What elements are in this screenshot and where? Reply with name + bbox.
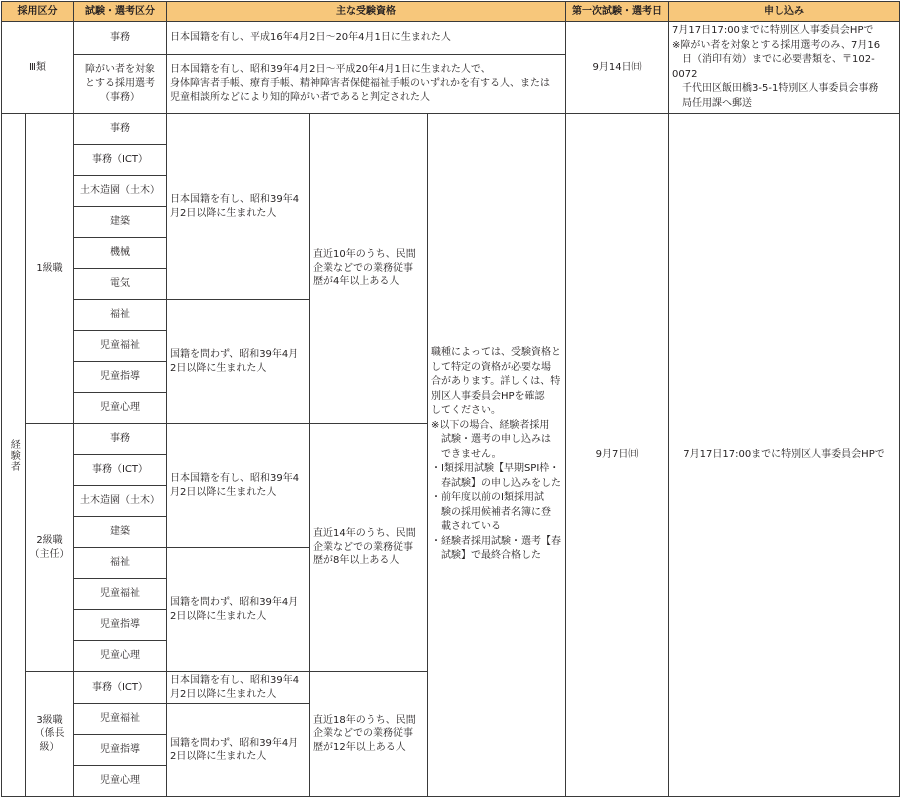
grade1-division: 児童心理 bbox=[74, 393, 167, 424]
grade1-division: 福祉 bbox=[74, 300, 167, 331]
grade2-qual-national: 日本国籍を有し、昭和39年4 月2日以降に生まれた人 bbox=[167, 424, 310, 548]
grade2-division: 土木造園（土木） bbox=[74, 486, 167, 517]
grade3-division: 児童心理 bbox=[74, 766, 167, 797]
grade1-division: 土木造園（土木） bbox=[74, 176, 167, 207]
grade1-division: 建築 bbox=[74, 207, 167, 238]
grade3-division: 児童指導 bbox=[74, 735, 167, 766]
type3-exam-date: 9月14日㈰ bbox=[566, 22, 669, 114]
grade2-division: 事務（ICT） bbox=[74, 455, 167, 486]
grade3-experience: 直近18年のうち、民間 企業などでの業務従事 歴が12年以上ある人 bbox=[310, 672, 428, 797]
grade1-division: 児童指導 bbox=[74, 362, 167, 393]
header-division: 試験・選考区分 bbox=[74, 2, 167, 22]
grade2-experience: 直近14年のうち、民間 企業などでの業務従事 歴が8年以上ある人 bbox=[310, 424, 428, 672]
grade2-division: 児童福祉 bbox=[74, 579, 167, 610]
grade3-division: 児童福祉 bbox=[74, 704, 167, 735]
grade1-label: 1級職 bbox=[26, 114, 74, 424]
experienced-exam-date: 9月7日㈰ bbox=[566, 114, 669, 797]
type3-division-disability: 障がい者を対象 とする採用選考 （事務） bbox=[74, 54, 167, 113]
table-row bbox=[2, 114, 900, 145]
grade2-division: 建築 bbox=[74, 517, 167, 548]
type3-qualification-1: 日本国籍を有し、平成16年4月2日～20年4月1日に生まれた人 bbox=[167, 22, 566, 55]
header-row bbox=[2, 2, 900, 22]
type3-category: Ⅲ類 bbox=[2, 22, 74, 114]
grade3-label: 3級職 （係長級） bbox=[26, 672, 74, 797]
grade2-division: 児童心理 bbox=[74, 641, 167, 672]
header-qualification: 主な受験資格 bbox=[167, 2, 566, 22]
grade1-division: 事務（ICT） bbox=[74, 145, 167, 176]
grade1-experience: 直近10年のうち、民間 企業などでの業務従事 歴が4年以上ある人 bbox=[310, 114, 428, 424]
header-category: 採用区分 bbox=[2, 2, 74, 22]
grade1-division: 児童福祉 bbox=[74, 331, 167, 362]
experienced-application: 7月17日17:00までに特別区人事委員会HPで bbox=[669, 114, 900, 797]
grade1-qual-national: 日本国籍を有し、昭和39年4 月2日以降に生まれた人 bbox=[167, 114, 310, 300]
experienced-note: 職種によっては、受験資格と して特定の資格が必要な場 合があります。詳しくは、特 別区人事委員会HPを確認 してください。 ※以下の場合、経験者採用 試験・選考の申し込みは できません。 ・Ⅰ類採用試験【早期SPI枠・ 春試験】の申し込みをした ・前年度以前のⅠ類採用試 験の採用候補者名簿に登 載されている ・経験者採用試験・選考【春 試験】で最終合格した bbox=[428, 114, 566, 797]
grade3-qual-any: 国籍を問わず、昭和39年4月 2日以降に生まれた人 bbox=[167, 704, 310, 797]
header-exam-date: 第一次試験・選考日 bbox=[566, 2, 669, 22]
grade2-label: 2級職 （主任） bbox=[26, 424, 74, 672]
grade2-division: 事務 bbox=[74, 424, 167, 455]
experienced-category: 経験者 bbox=[2, 114, 26, 797]
grade1-qual-any: 国籍を問わず、昭和39年4月 2日以降に生まれた人 bbox=[167, 300, 310, 424]
grade1-division: 事務 bbox=[74, 114, 167, 145]
recruitment-table bbox=[1, 1, 900, 797]
type3-row-1 bbox=[2, 22, 900, 55]
grade2-division: 福祉 bbox=[74, 548, 167, 579]
grade1-division: 電気 bbox=[74, 269, 167, 300]
grade3-division: 事務（ICT） bbox=[74, 672, 167, 704]
header-application: 申し込み bbox=[669, 2, 900, 22]
grade1-division: 機械 bbox=[74, 238, 167, 269]
grade3-qual-national: 日本国籍を有し、昭和39年4 月2日以降に生まれた人 bbox=[167, 672, 310, 704]
type3-application: 7月17日17:00までに特別区人事委員会HPで ※障がい者を対象とする採用選考のみ、7月16 日（消印有効）までに必要書類を、〒102-0072 千代田区飯田橋3-5-1特別区人事委員会事務 局任用課へ郵送 bbox=[669, 22, 900, 114]
grade2-division: 児童指導 bbox=[74, 610, 167, 641]
type3-qualification-2: 日本国籍を有し、昭和39年4月2日～平成20年4月1日に生まれた人で、 身体障害者手帳、療育手帳、精神障害者保健福祉手帳のいずれかを有する人、または 児童相談所などにより知的障がい者であると判定された人 bbox=[167, 54, 566, 113]
grade2-qual-any: 国籍を問わず、昭和39年4月 2日以降に生まれた人 bbox=[167, 548, 310, 672]
type3-division-office: 事務 bbox=[74, 22, 167, 55]
